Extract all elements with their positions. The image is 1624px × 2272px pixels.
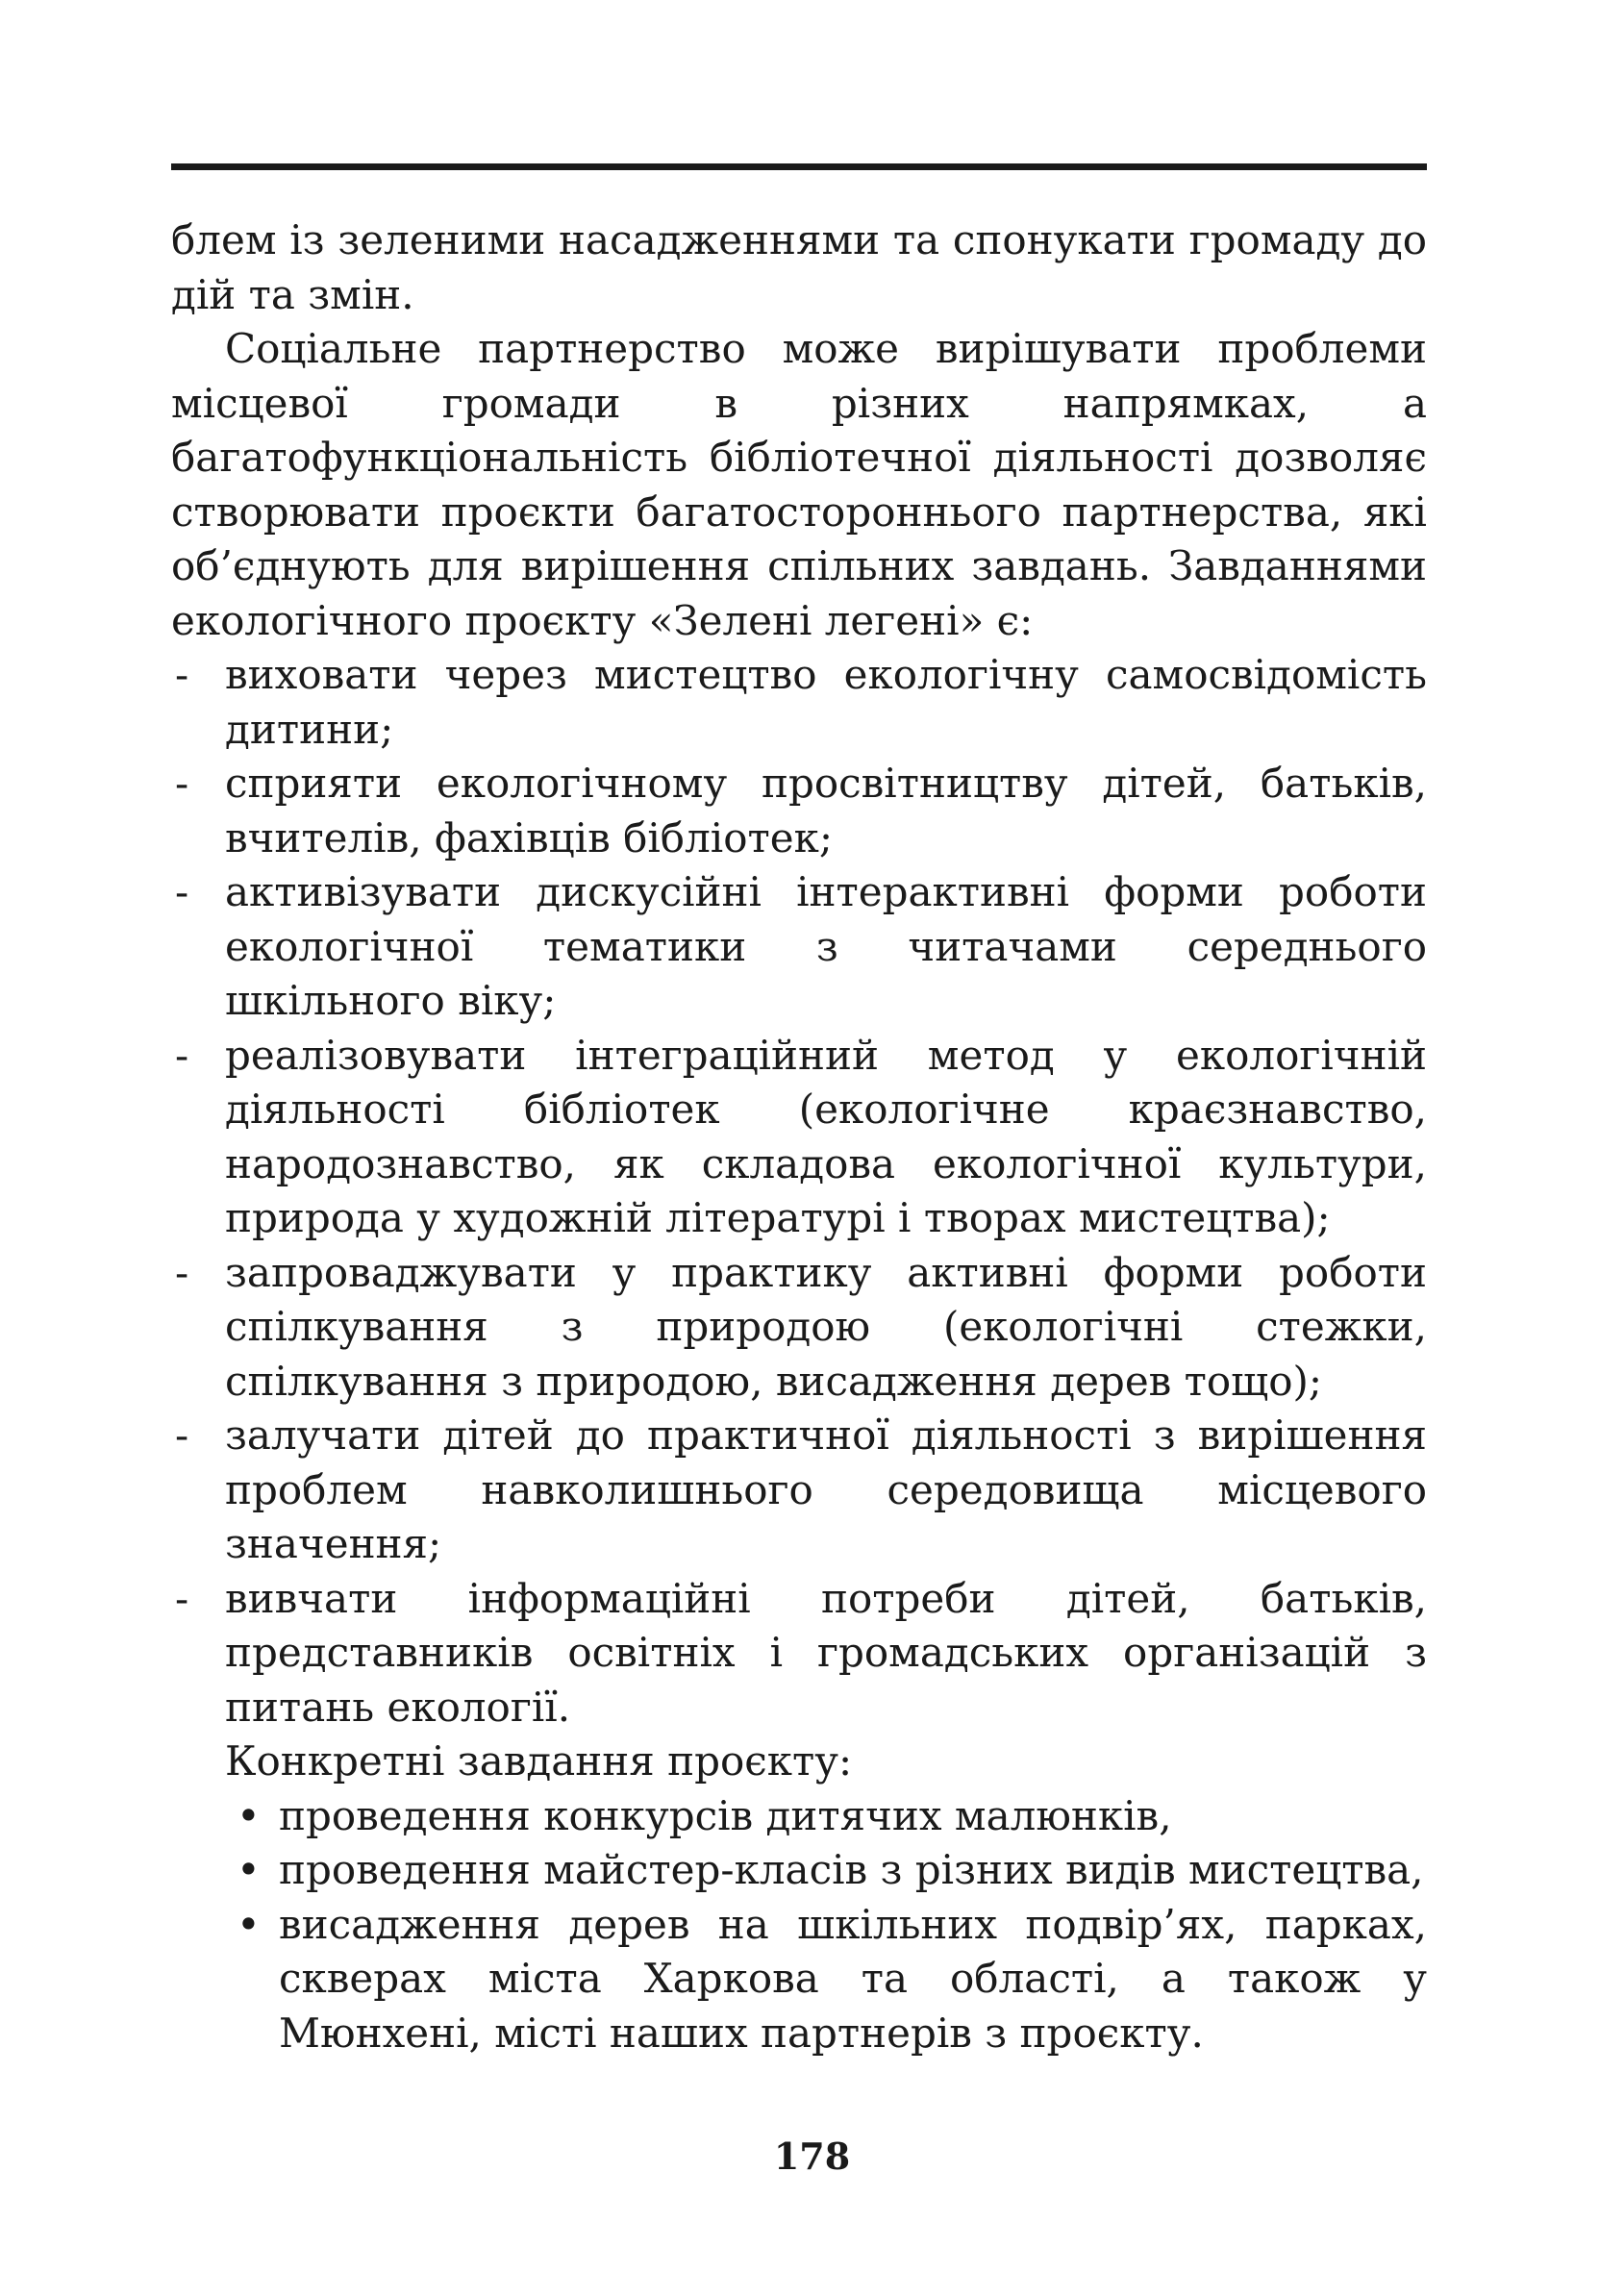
list-item xyxy=(171,1246,1427,1410)
intro-paragraph: Соціальне партнерство може вирішувати проблеми місцевої громади в різних напрямках, а багатофункціональність бібліотечної діяльності дозволяє створювати проєкти багатостороннього партнерства, які об’єднують для вирішення спільних завдань. Завданнями екологічного проєкту «Зелені легені» є: xyxy=(171,325,1427,644)
list-item-text: запроваджувати у практику активні форми роботи спілкування з природою (екологічні стежки, спілкування з природою, висадження дерев тощо); xyxy=(225,1248,1427,1405)
dash-marker: - xyxy=(175,1411,189,1459)
dash-marker: - xyxy=(175,760,189,807)
list-item xyxy=(171,1843,1427,1898)
list-item xyxy=(171,865,1427,1029)
list-item-text: проведення конкурсів дитячих малюнків, xyxy=(279,1791,1172,1839)
list-item-text: висадження дерев на шкільних подвір’ях, парках, скверах міста Харкова та області, а також у Мюнхені, місті наших партнерів з проєкту. xyxy=(279,1900,1427,2057)
concrete-tasks-heading: Конкретні завдання проєкту: xyxy=(225,1737,853,1785)
concrete-tasks-list xyxy=(171,1789,1427,2061)
list-item xyxy=(171,1409,1427,1572)
dash-marker: - xyxy=(175,1574,189,1622)
page-body xyxy=(171,213,1427,2060)
page-number: 178 xyxy=(773,2135,851,2178)
list-item xyxy=(171,1572,1427,1735)
list-item-text: залучати дітей до практичної діяльності з вирішення проблем навколишнього середовища місцевого значення; xyxy=(225,1411,1427,1567)
list-item xyxy=(171,1898,1427,2061)
list-item-text: активізувати дискусійні інтерактивні форми роботи екологічної тематики з читачами середнього шкільного віку; xyxy=(225,868,1427,1024)
list-item xyxy=(171,757,1427,865)
bullet-icon: • xyxy=(237,1900,261,1948)
dash-marker: - xyxy=(175,868,189,915)
list-item-text: проведення майстер-класів з різних видів мистецтва, xyxy=(279,1846,1424,1893)
dash-marker: - xyxy=(175,651,189,698)
project-tasks-list xyxy=(171,648,1427,1735)
list-item-text: сприяти екологічному просвітництву дітей, батьків, вчителів, фахівців бібліотек; xyxy=(225,760,1427,861)
list-item xyxy=(171,1029,1427,1246)
list-item-text: вивчати інформаційні потреби дітей, батьків, представників освітніх і громадських організацій з питань екології. xyxy=(225,1574,1427,1731)
list-item-text: реалізовувати інтеграційний метод у екологічній діяльності бібліотек (екологічне краєзнавство, народознавство, як складова екологічної культури, природа у художній літературі і творах мистецтва); xyxy=(225,1031,1427,1241)
list-item-text: виховати через мистецтво екологічну самосвідомість дитини; xyxy=(225,651,1427,753)
list-item xyxy=(171,1789,1427,1844)
header-rule xyxy=(171,163,1427,170)
bullet-icon: • xyxy=(237,1791,261,1839)
dash-marker: - xyxy=(175,1031,189,1079)
intro-continuation: блем із зеленими насадженнями та спонукати громаду до дій та змін. xyxy=(171,216,1427,318)
dash-marker: - xyxy=(175,1248,189,1296)
list-item xyxy=(171,648,1427,757)
bullet-icon: • xyxy=(237,1846,261,1893)
